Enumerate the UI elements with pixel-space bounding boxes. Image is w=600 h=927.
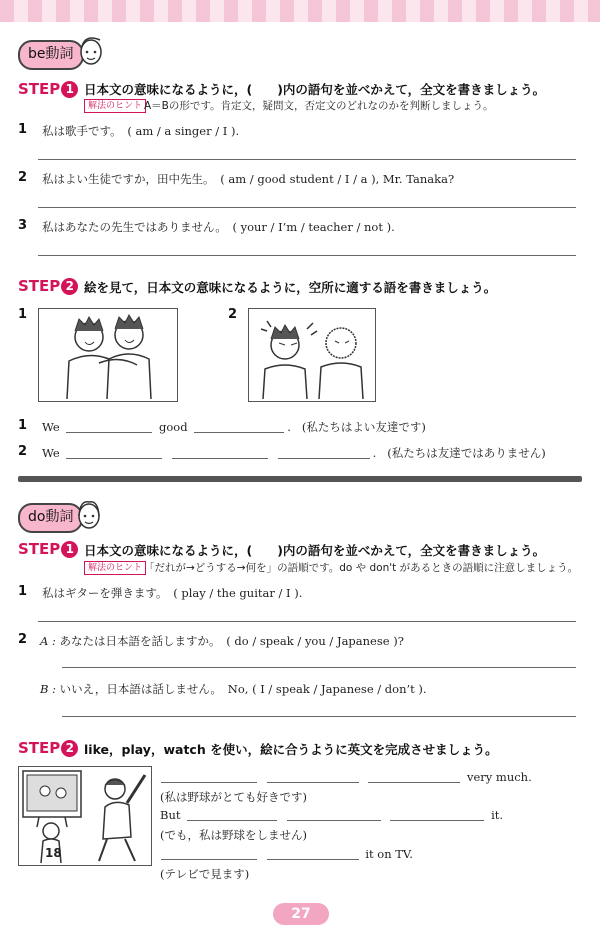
jp-line-3: (テレビで見ます) (160, 867, 250, 881)
blank[interactable] (194, 420, 284, 433)
speaker-b: B : (40, 682, 56, 696)
hint-tag: 解法のヒント (84, 99, 146, 113)
question-text: 私はあなたの先生ではありません。 ( your / I’m / teacher / not ). (42, 220, 395, 234)
jp-line-1: (私は野球がとても好きです) (160, 790, 307, 804)
question-number: 2 (18, 444, 28, 459)
badge-en: do (28, 509, 46, 525)
speaker-a: A : (40, 634, 56, 648)
picture-number: 2 (228, 307, 238, 322)
blank[interactable] (66, 420, 152, 433)
step1-label (18, 540, 78, 558)
fill-line-1 (158, 770, 532, 784)
step-word: STEP (18, 277, 61, 295)
blank[interactable] (368, 770, 460, 783)
step2-label (18, 277, 78, 295)
page-number: 27 (273, 903, 329, 925)
punct: . (372, 446, 377, 460)
picture-number: 1 (18, 307, 28, 322)
jersey-number: 18 (45, 846, 62, 860)
section-divider (18, 476, 582, 482)
dialogue-a (40, 633, 404, 649)
fill-line-2 (160, 808, 503, 822)
answer-line[interactable] (38, 255, 576, 256)
two-boys-illustration (39, 309, 177, 401)
question-text: 私は歌手です。 ( am / a singer / I ). (42, 124, 240, 138)
step2-instruction: 絵を見て，日本文の意味になるように，空所に適する語を書きましょう。 (84, 280, 497, 295)
question-text: 私はギターを弾きます。 ( play / the guitar / I ). (42, 586, 303, 600)
japanese-translation: (私たちは友達ではありません) (387, 446, 546, 460)
question-text: 私はよい生徒ですか，田中先生。 ( am / good student / I / a ), Mr. Tanaka? (42, 172, 455, 186)
fill-line-3 (158, 847, 413, 861)
sentence-end: it. (491, 808, 504, 822)
picture-friends (38, 308, 178, 402)
blank[interactable] (267, 847, 359, 860)
dialogue-b (40, 681, 427, 697)
dialogue-a-text: あなたは日本語を話しますか。 ( do / speak / you / Japanese )? (59, 634, 404, 648)
step-word: STEP (18, 540, 61, 558)
step-word: STEP (18, 80, 61, 98)
hint-text: A＝Bの形です。肯定文，疑問文，否定文のどれなのかを判断しましょう。 (144, 100, 494, 112)
step-word: STEP (18, 739, 61, 757)
question-number: 1 (18, 122, 28, 137)
answer-line[interactable] (38, 207, 576, 208)
sentence-end: it on TV. (365, 847, 413, 861)
badge-jp: 動詞 (45, 46, 74, 62)
blank[interactable] (161, 847, 257, 860)
sentence-start: But (160, 808, 181, 822)
blank[interactable] (278, 446, 370, 459)
section-badge-do-verb (18, 503, 83, 533)
fill-sentence-2 (42, 445, 546, 461)
step-number: 2 (61, 278, 78, 295)
blank[interactable] (66, 446, 162, 459)
step-number: 1 (61, 81, 78, 98)
picture-baseball (18, 766, 152, 866)
hint-text: 「だれが→どうする→何を」の語順です。do や don't があるときの語順に注意しましょう。 (144, 562, 579, 574)
blank[interactable] (267, 770, 359, 783)
top-decorative-stripe (0, 0, 600, 22)
question-number: 2 (18, 170, 28, 185)
step1-instruction: 日本文の意味になるように，( )内の語句を並べかえて，全文を書きましょう。 (84, 543, 546, 558)
answer-line[interactable] (38, 159, 576, 160)
step2-instruction: like，play，watch を使い，絵に合うように英文を完成させましょう。 (84, 742, 498, 757)
question-number: 1 (18, 418, 28, 433)
sentence-end: very much. (466, 770, 532, 784)
step-number: 2 (61, 740, 78, 757)
picture-angry (248, 308, 376, 402)
step1-instruction: 日本文の意味になるように，( )内の語句を並べかえて，全文を書きましょう。 (84, 82, 546, 97)
step-number: 1 (61, 541, 78, 558)
answer-line[interactable] (62, 716, 576, 717)
step1-label (18, 80, 78, 98)
blank[interactable] (287, 808, 381, 821)
blank[interactable] (161, 770, 257, 783)
hint-tag: 解法のヒント (84, 561, 146, 575)
step2-label (18, 739, 78, 757)
blank[interactable] (172, 446, 268, 459)
blank[interactable] (187, 808, 277, 821)
badge-jp: 動詞 (45, 509, 74, 525)
arguing-boys-illustration (249, 309, 375, 401)
baseball-illustration (19, 767, 151, 865)
question-number: 2 (18, 632, 28, 647)
jp-line-2: (でも，私は野球をしません) (160, 828, 307, 842)
girl-face-icon (76, 494, 102, 534)
boy-face-icon (78, 30, 104, 70)
punct: . (287, 420, 291, 434)
question-number: 1 (18, 584, 28, 599)
word: We (42, 420, 60, 434)
blank[interactable] (390, 808, 484, 821)
fill-sentence-1 (42, 419, 426, 435)
word: We (42, 446, 60, 460)
dialogue-b-text: いいえ，日本語は話しません。 No, ( I / speak / Japanese / don’t ). (59, 682, 427, 696)
section-badge-be-verb (18, 40, 84, 70)
answer-line[interactable] (38, 621, 576, 622)
word: good (159, 420, 188, 434)
answer-line[interactable] (62, 667, 576, 668)
badge-en: be (28, 46, 46, 62)
japanese-translation: (私たちはよい友達です) (301, 420, 426, 434)
question-number: 3 (18, 218, 28, 233)
